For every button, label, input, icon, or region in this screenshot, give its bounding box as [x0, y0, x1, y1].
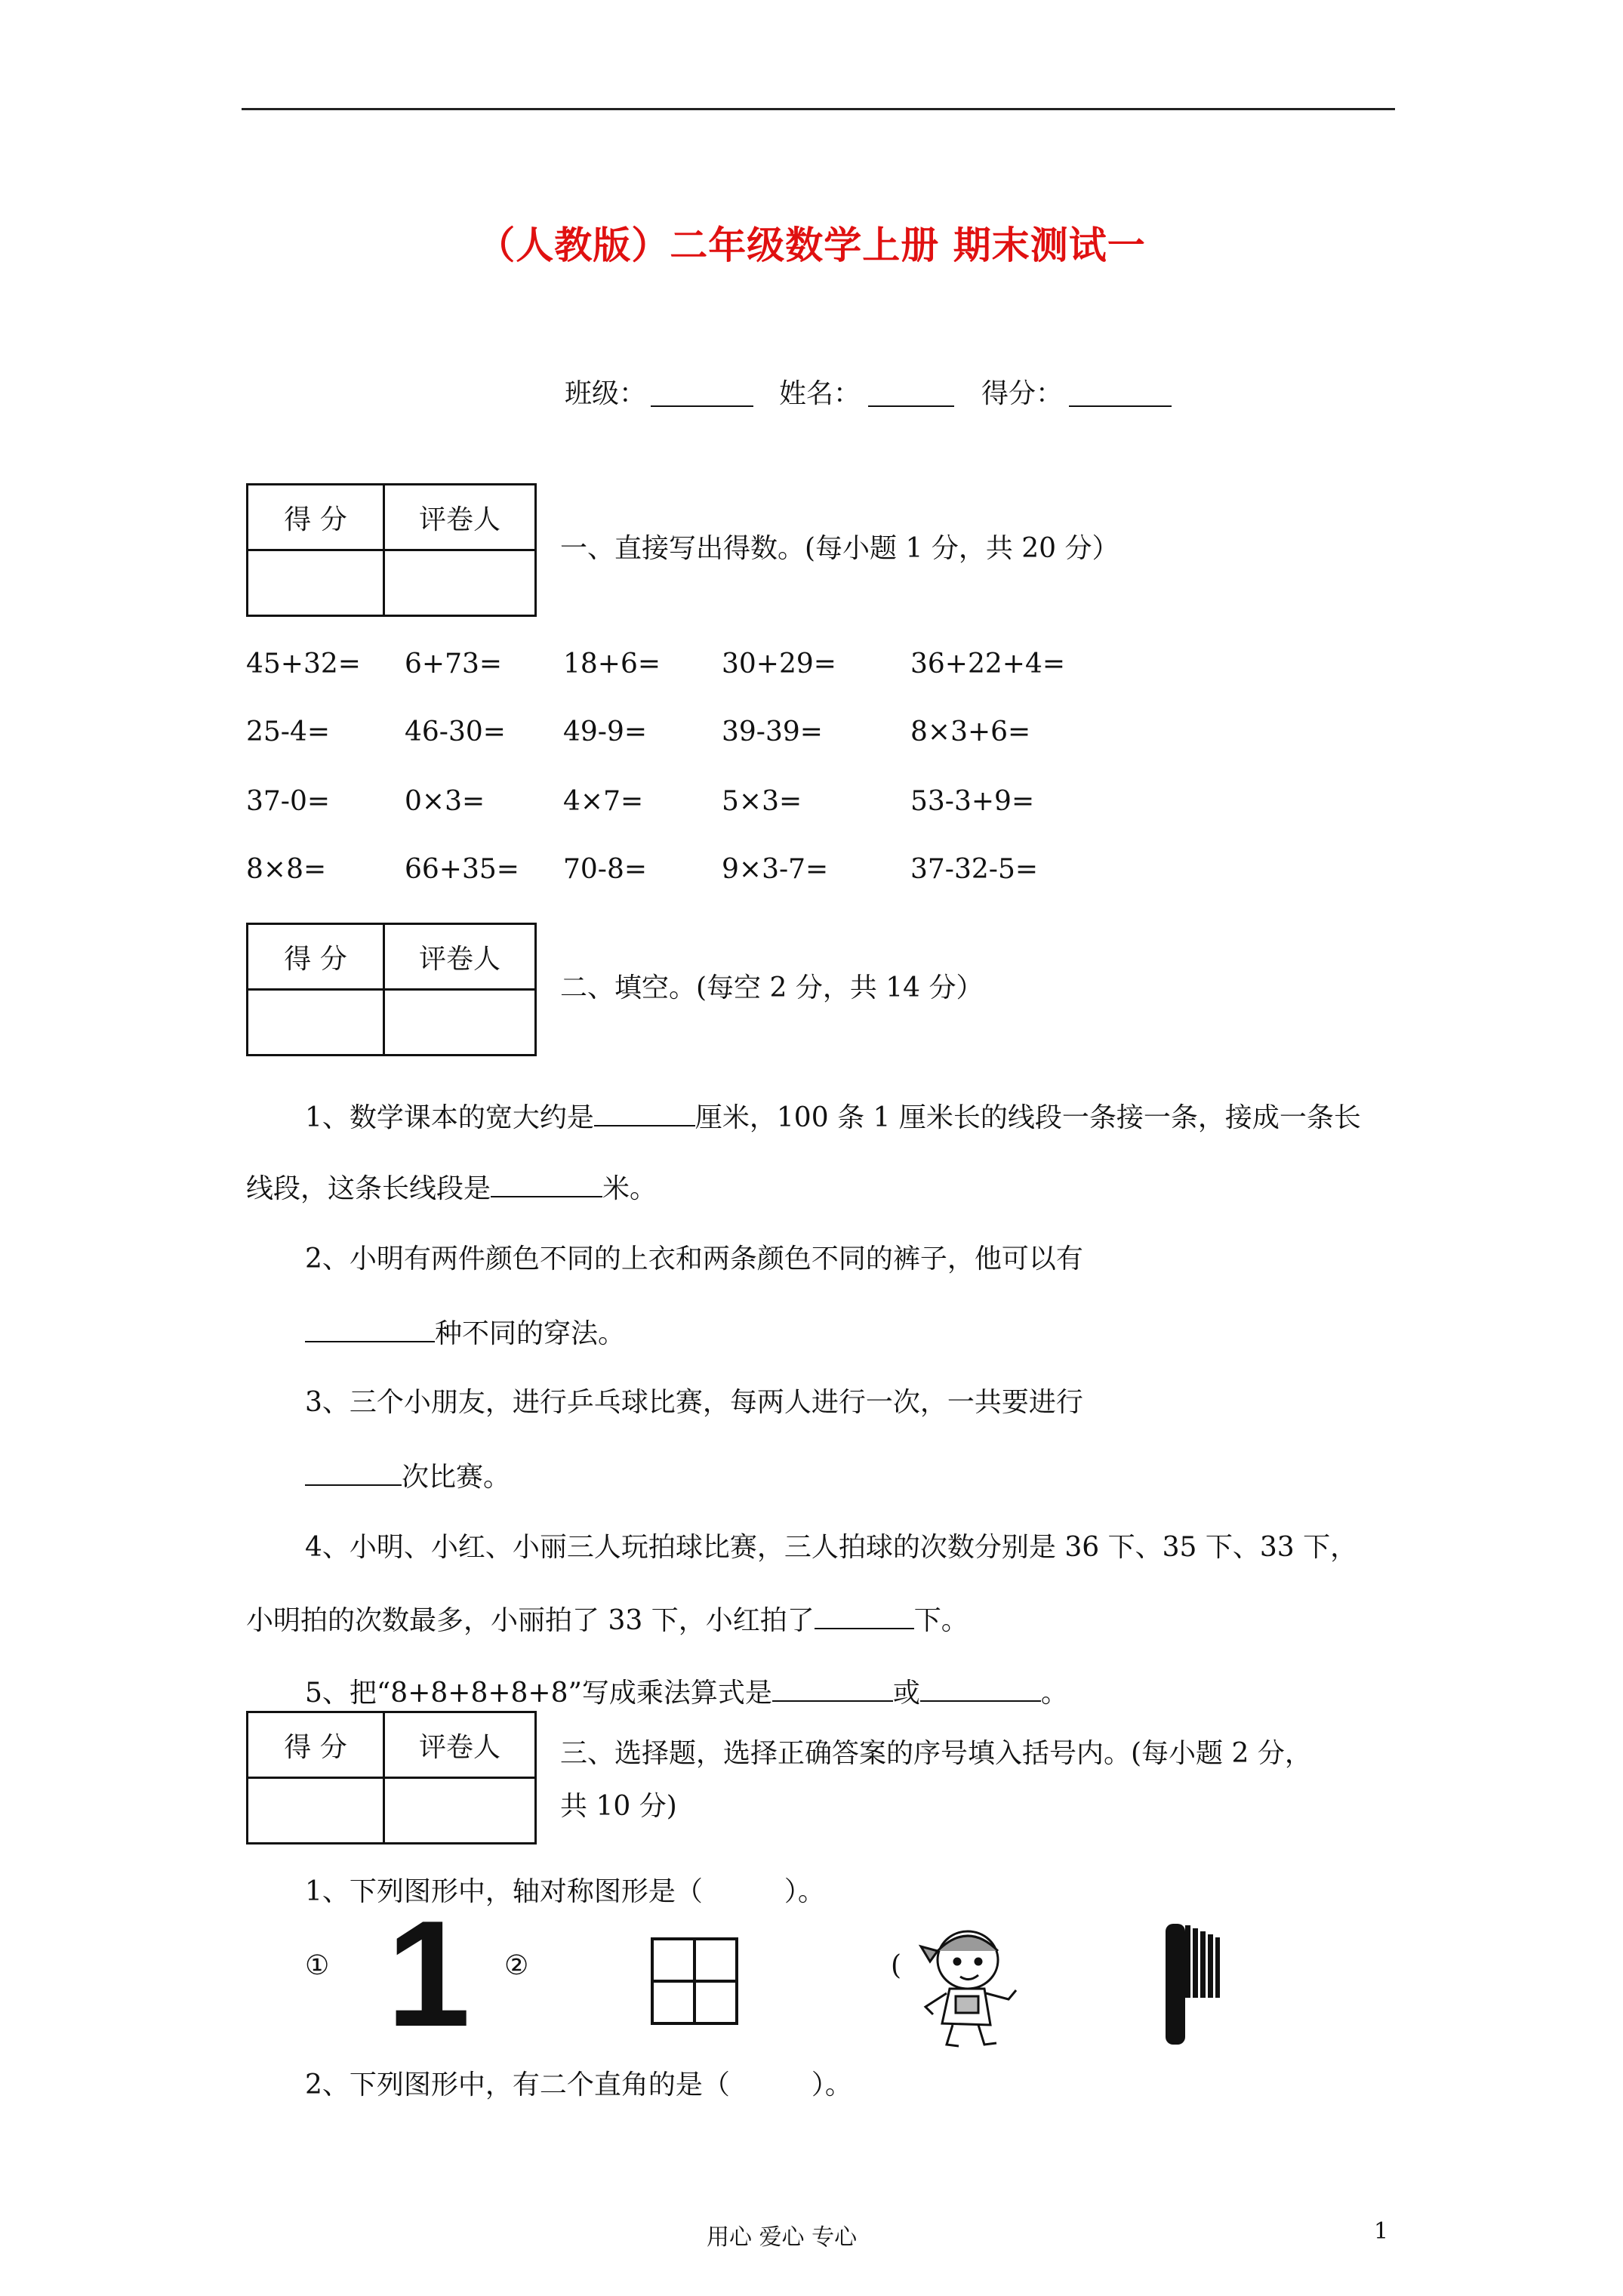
digit-one-figure: 1 [387, 1890, 471, 2058]
grader-cell[interactable] [384, 1778, 536, 1844]
score-table-2 [246, 923, 537, 1056]
grader-header: 评卷人 [384, 1712, 536, 1778]
q-text: 。 [1040, 1678, 1068, 1709]
answer-blank[interactable] [491, 1170, 602, 1197]
calc-item: 5×3= [722, 786, 802, 817]
q-text: 下。 [913, 1605, 969, 1636]
calc-item: 25-4= [246, 717, 331, 747]
calc-item: 45+32= [246, 649, 361, 680]
answer-blank[interactable] [305, 1315, 435, 1342]
calc-item: 37-32-5= [910, 854, 1039, 885]
question-2-2-cont [305, 1315, 625, 1351]
calc-item: 70-8= [563, 854, 648, 885]
calc-item: 6+73= [405, 649, 503, 680]
page-number: 1 [1374, 2218, 1389, 2245]
class-label: 班级： [565, 378, 647, 409]
grader-header: 评卷人 [384, 924, 536, 990]
question-2-3-cont [305, 1459, 510, 1494]
question-3-1: 1、下列图形中，轴对称图形是（ ）。 [305, 1876, 825, 1907]
calc-item: 66+35= [405, 854, 519, 885]
q-text: 1、数学课本的宽大约是 [305, 1102, 594, 1133]
q-text: 或 [892, 1678, 920, 1709]
calc-item: 36+22+4= [910, 649, 1066, 680]
name-blank[interactable] [868, 380, 954, 407]
grader-cell[interactable] [384, 990, 536, 1056]
score-table-1 [246, 483, 537, 617]
answer-blank[interactable] [920, 1675, 1041, 1702]
score-blank[interactable] [1069, 380, 1172, 407]
score-cell[interactable] [248, 550, 384, 616]
page-title: （人教版）二年级数学上册 期末测试一 [477, 223, 1146, 267]
answer-blank[interactable] [594, 1099, 695, 1126]
section2-title: 二、填空。(每空 2 分，共 14 分） [560, 972, 984, 1003]
score-header: 得 分 [248, 924, 384, 990]
square-grid-icon [651, 1937, 738, 2025]
score-label: 得分： [981, 378, 1064, 409]
answer-blank[interactable] [305, 1459, 402, 1486]
calc-item: 4×7= [563, 786, 644, 817]
top-rule [242, 108, 1395, 110]
answer-blank[interactable] [815, 1602, 914, 1629]
calc-item: 9×3-7= [722, 854, 829, 885]
footer-motto: 用心 爱心 专心 [707, 2224, 858, 2251]
calc-item: 18+6= [563, 649, 661, 680]
option-3-label: ( [891, 1950, 902, 1981]
calc-item: 53-3+9= [910, 786, 1035, 817]
question-2-5 [305, 1675, 1068, 1710]
question-2-1 [305, 1099, 1361, 1135]
option-1-label: ① [305, 1950, 330, 1981]
question-2-4: 4、小明、小红、小丽三人玩拍球比赛，三人拍球的次数分别是 36 下、35 下、33 下， [305, 1532, 1358, 1563]
calc-item: 0×3= [405, 786, 485, 817]
question-2-3: 3、三个小朋友，进行乒乓球比赛，每两人进行一次，一共要进行 [305, 1387, 1083, 1418]
calc-item: 39-39= [722, 717, 823, 747]
section1-title: 一、直接写出得数。(每小题 1 分，共 20 分） [560, 533, 1119, 564]
calc-item: 49-9= [563, 717, 648, 747]
answer-blank[interactable] [772, 1675, 893, 1702]
q-text: 种不同的穿法。 [435, 1318, 626, 1349]
cartoon-boy-icon [903, 1918, 1031, 2051]
q-text: 线段，这条长线段是 [246, 1173, 491, 1204]
q-text: 次比赛。 [402, 1462, 511, 1493]
q-text: 米。 [602, 1173, 658, 1204]
score-table-3 [246, 1711, 537, 1845]
q-text: 小明拍的次数最多，小丽拍了 33 下，小红拍了 [246, 1605, 815, 1636]
score-cell[interactable] [248, 990, 384, 1056]
score-header: 得 分 [248, 1712, 384, 1778]
section3-title-line1: 三、选择题，选择正确答案的序号填入括号内。(每小题 2 分， [560, 1738, 1312, 1769]
calc-item: 8×8= [246, 854, 327, 885]
calc-item: 30+29= [722, 649, 836, 680]
q-text: 5、把“8+8+8+8+8”写成乘法算式是 [305, 1678, 772, 1709]
comb-icon [1155, 1918, 1223, 2051]
question-2-1-cont [246, 1170, 657, 1206]
q-text: 厘米，100 条 1 厘米长的线段一条接一条，接成一条长 [694, 1102, 1361, 1133]
name-label: 姓名： [779, 378, 861, 409]
calc-item: 8×3+6= [910, 717, 1031, 747]
section3-title-line2: 共 10 分) [560, 1791, 677, 1822]
score-cell[interactable] [248, 1778, 384, 1844]
grader-header: 评卷人 [384, 485, 536, 550]
question-3-2: 2、下列图形中，有二个直角的是（ ）。 [305, 2069, 852, 2100]
question-2-2: 2、小明有两件颜色不同的上衣和两条颜色不同的裤子，他可以有 [305, 1244, 1083, 1274]
calc-item: 37-0= [246, 786, 331, 817]
grader-cell[interactable] [384, 550, 536, 616]
score-header: 得 分 [248, 485, 384, 550]
class-blank[interactable] [651, 380, 753, 407]
calc-item: 46-30= [405, 717, 506, 747]
question-2-4-cont [246, 1602, 969, 1638]
option-2-label: ② [504, 1950, 529, 1981]
